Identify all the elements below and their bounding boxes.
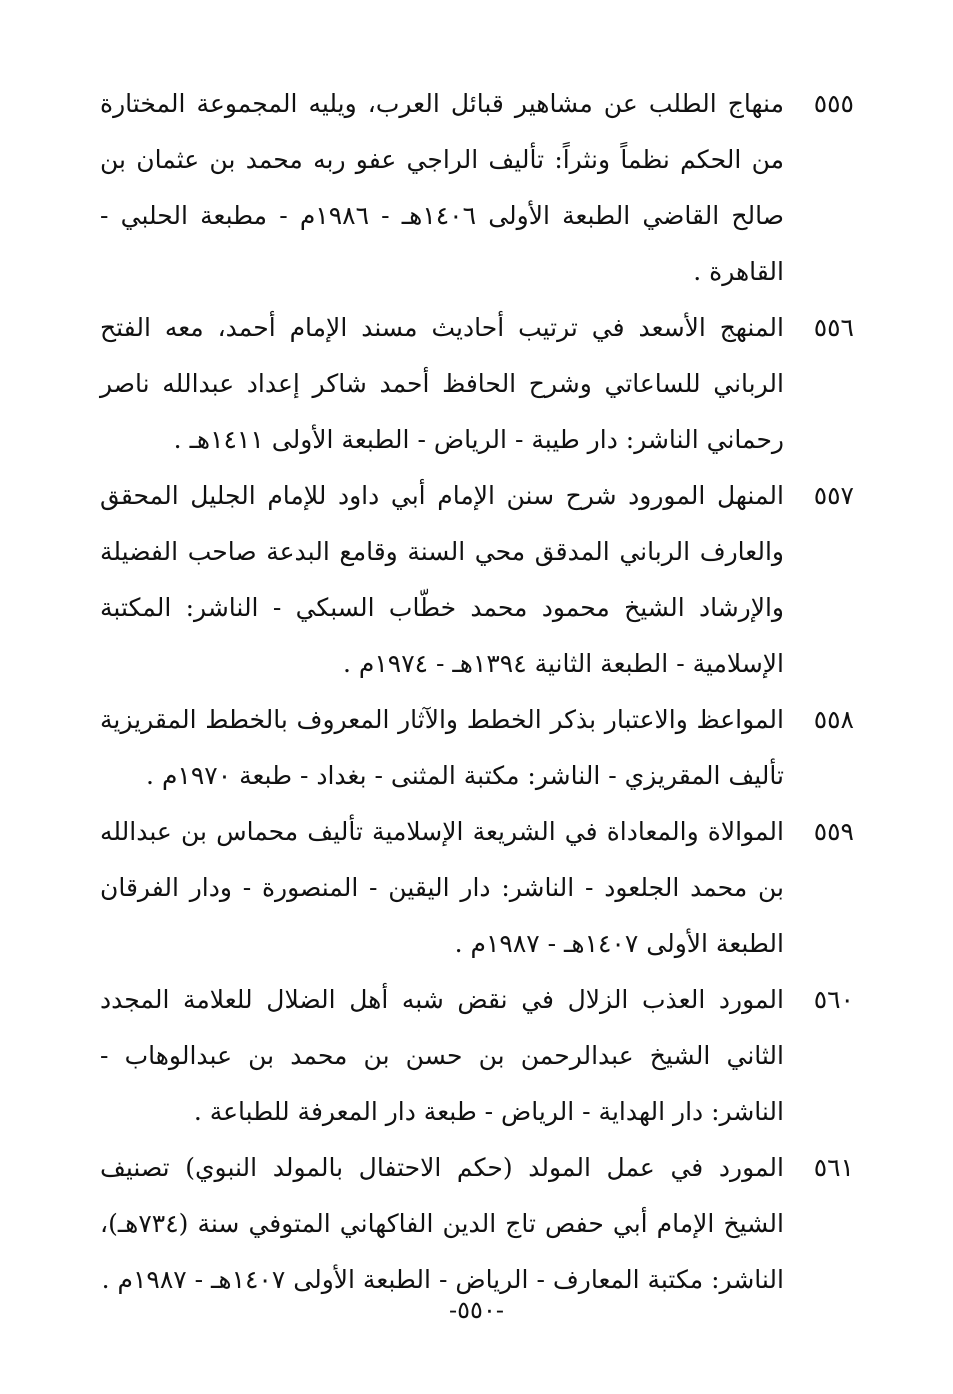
entry-number: ٥٦٠ [813, 985, 854, 1014]
entry-text: المنهل المورود شرح سنن الإمام أبي داود للإمام الجليل المحقق والعارف الرباني المدقق محي السنة وقامع البدعة صاحب الفضيلة والإرشاد الشيخ محمود محمد خطّاب السبكي - الناشر: المكتبة الإسلامية - الطبعة الثانية ١٣٩٤هـ - ١٩٧٤م . [100, 481, 784, 678]
entry-number: ٥٥٩ [813, 817, 854, 846]
entry-number: ٥٥٦ [813, 313, 854, 342]
bibliography-entry [100, 972, 860, 1140]
entry-text: المنهج الأسعد في ترتيب أحاديث مسند الإمام أحمد، معه الفتح الرباني للساعاتي وشرح الحافظ أحمد شاكر إعداد عبدالله ناصر رحماني الناشر: دار طيبة - الرياض - الطبعة الأولى ١٤١١هـ . [100, 313, 784, 454]
bibliography-entry [100, 76, 860, 300]
bibliography-entry [100, 1140, 860, 1308]
bibliography-list [100, 76, 860, 1308]
entry-text: منهاج الطلب عن مشاهير قبائل العرب، ويليه المجموعة المختارة من الحكم نظماً ونثراً: تأليف الراجي عفو ربه محمد بن عثمان بن صالح القاضي الطبعة الأولى ١٤٠٦هـ - ١٩٨٦م - مطبعة الحلبي - القاهرة . [100, 89, 784, 286]
entry-number: ٥٥٨ [813, 705, 854, 734]
entry-number: ٥٦١ [813, 1153, 854, 1182]
bibliography-entry [100, 692, 860, 804]
entry-text: المورد في عمل المولد (حكم الاحتفال بالمولد النبوي) تصنيف الشيخ الإمام أبي حفص تاج الدين الفاكهاني المتوفي سنة (٧٣٤هـ)، الناشر: مكتبة المعارف - الرياض - الطبعة الأولى ١٤٠٧هـ - ١٩٨٧م . [100, 1153, 784, 1294]
bibliography-entry [100, 804, 860, 972]
entry-number: ٥٥٧ [813, 481, 854, 510]
entry-text: الموالاة والمعاداة في الشريعة الإسلامية تأليف محماس بن عبدالله بن محمد الجلعود - الناشر: دار اليقين - المنصورة - ودار الفرقان الطبعة الأولى ١٤٠٧هـ - ١٩٨٧م . [100, 817, 784, 958]
entry-text: المورد العذب الزلال في نقض شبه أهل الضلال للعلامة المجدد الثاني الشيخ عبدالرحمن بن حسن بن محمد بن عبدالوهاب - الناشر: دار الهداية - الرياض - طبعة دار المعرفة للطباعة . [100, 985, 784, 1126]
entry-number: ٥٥٥ [813, 89, 854, 118]
page-number: -٥٥٠- [449, 1296, 504, 1324]
entry-text: المواعظ والاعتبار بذكر الخطط والآثار المعروف بالخطط المقريزية تأليف المقريزي - الناشر: مكتبة المثنى - بغداد - طبعة ١٩٧٠م . [100, 705, 784, 790]
bibliography-entry [100, 468, 860, 692]
bibliography-entry [100, 300, 860, 468]
